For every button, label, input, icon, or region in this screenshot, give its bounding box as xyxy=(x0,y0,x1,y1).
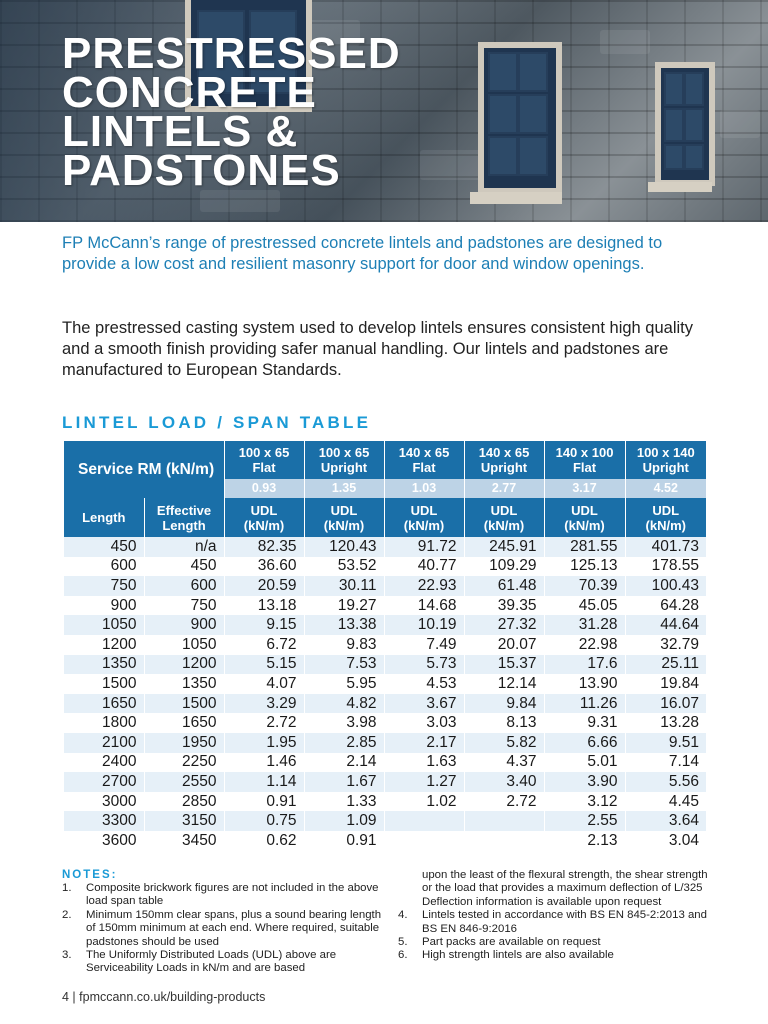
effective-length-cell: 3150 xyxy=(144,811,224,831)
table-row xyxy=(64,596,706,616)
udl-cell: 3.29 xyxy=(224,694,304,714)
size-header: 100 x 65 Flat xyxy=(224,441,304,479)
service-rm-value: 2.77 xyxy=(464,479,544,498)
table-row xyxy=(64,733,706,753)
udl-cell: 4.45 xyxy=(625,792,706,812)
udl-cell: 19.84 xyxy=(625,674,706,694)
body-paragraph: The prestressed casting system used to develop lintels ensures consistent high quality and a smooth finish providing safer manual handling. Our lintels and padstones are manufactured to European Standards. xyxy=(62,319,694,379)
udl-cell: 25.11 xyxy=(625,655,706,675)
effective-length-cell: 2850 xyxy=(144,792,224,812)
udl-cell: 6.66 xyxy=(544,733,625,753)
length-cell: 1200 xyxy=(64,635,144,655)
udl-cell: 9.51 xyxy=(625,733,706,753)
udl-cell: 7.53 xyxy=(304,655,384,675)
page-footer: 4 | fpmccann.co.uk/building-products xyxy=(62,990,266,1004)
effective-length-cell: 1500 xyxy=(144,694,224,714)
udl-cell: 19.27 xyxy=(304,596,384,616)
window-sill xyxy=(470,192,562,204)
udl-cell: 0.91 xyxy=(224,792,304,812)
table-row xyxy=(64,811,706,831)
window-sill xyxy=(648,182,712,192)
size-header: 140 x 65 Upright xyxy=(464,441,544,479)
page-title xyxy=(62,29,401,195)
size-header: 100 x 65 Upright xyxy=(304,441,384,479)
udl-cell: 91.72 xyxy=(384,537,464,557)
notes-left-column xyxy=(62,882,392,976)
note-item: 5. Part packs are available on request xyxy=(398,936,601,949)
udl-cell: 2.14 xyxy=(304,753,384,773)
effective-length-cell: 450 xyxy=(144,557,224,577)
udl-cell: 0.62 xyxy=(224,831,304,851)
length-cell: 2100 xyxy=(64,733,144,753)
udl-cell: 1.63 xyxy=(384,753,464,773)
udl-cell: 120.43 xyxy=(304,537,384,557)
udl-cell: 20.59 xyxy=(224,576,304,596)
window-right xyxy=(655,62,715,186)
length-cell: 450 xyxy=(64,537,144,557)
udl-header: UDL (kN/m) xyxy=(304,498,384,537)
udl-header: UDL (kN/m) xyxy=(544,498,625,537)
udl-cell: 5.15 xyxy=(224,655,304,675)
table-row xyxy=(64,831,706,851)
udl-cell: 53.52 xyxy=(304,557,384,577)
udl-cell: 45.05 xyxy=(544,596,625,616)
length-header: Length xyxy=(64,498,144,537)
udl-cell: 61.48 xyxy=(464,576,544,596)
size-header: 100 x 140 Upright xyxy=(625,441,706,479)
udl-cell: 1.27 xyxy=(384,772,464,792)
effective-length-cell: 900 xyxy=(144,615,224,635)
udl-cell: 1.02 xyxy=(384,792,464,812)
udl-cell: 1.46 xyxy=(224,753,304,773)
hero-banner xyxy=(0,0,768,222)
udl-cell: 1.67 xyxy=(304,772,384,792)
service-rm-value: 1.35 xyxy=(304,479,384,498)
udl-cell: 36.60 xyxy=(224,557,304,577)
length-cell: 1350 xyxy=(64,655,144,675)
effective-length-cell: 1050 xyxy=(144,635,224,655)
length-cell: 900 xyxy=(64,596,144,616)
window-center xyxy=(478,42,562,194)
table-row xyxy=(64,615,706,635)
udl-cell: 6.72 xyxy=(224,635,304,655)
udl-cell: 30.11 xyxy=(304,576,384,596)
table-row xyxy=(64,674,706,694)
intro-paragraph: FP McCann’s range of prestressed concrete lintels and padstones are designed to provide a low cost and resilient masonry support for door and window openings. xyxy=(62,234,663,273)
udl-cell: 27.32 xyxy=(464,615,544,635)
udl-cell: 4.07 xyxy=(224,674,304,694)
udl-cell: 125.13 xyxy=(544,557,625,577)
udl-cell: 2.17 xyxy=(384,733,464,753)
udl-header: UDL (kN/m) xyxy=(384,498,464,537)
udl-cell: 178.55 xyxy=(625,557,706,577)
title-line: PADSTONES xyxy=(62,146,341,195)
length-cell: 1050 xyxy=(64,615,144,635)
length-cell: 3300 xyxy=(64,811,144,831)
udl-cell: 100.43 xyxy=(625,576,706,596)
note-continuation: upon the least of the flexural strength, the shear strength or the load that provides a maximum deflection of L/325 Deflection information is available upon request xyxy=(422,869,708,908)
length-cell: 1650 xyxy=(64,694,144,714)
length-cell: 600 xyxy=(64,557,144,577)
length-cell: 3600 xyxy=(64,831,144,851)
service-rm-value: 1.03 xyxy=(384,479,464,498)
wall-stone xyxy=(600,30,650,54)
udl-cell: 3.12 xyxy=(544,792,625,812)
udl-header: UDL (kN/m) xyxy=(464,498,544,537)
udl-cell: 3.67 xyxy=(384,694,464,714)
service-rm-value: 0.93 xyxy=(224,479,304,498)
udl-cell: 11.26 xyxy=(544,694,625,714)
table-row xyxy=(64,537,706,557)
udl-cell: 4.53 xyxy=(384,674,464,694)
length-cell: 750 xyxy=(64,576,144,596)
udl-cell: 2.13 xyxy=(544,831,625,851)
effective-length-header: Effective Length xyxy=(144,498,224,537)
udl-cell: 2.85 xyxy=(304,733,384,753)
table-row xyxy=(64,655,706,675)
udl-cell: 8.13 xyxy=(464,713,544,733)
udl-cell: 70.39 xyxy=(544,576,625,596)
note-item: 3. The Uniformly Distributed Loads (UDL) above are Serviceability Loads in kN/m and are based xyxy=(62,949,337,975)
effective-length-cell: n/a xyxy=(144,537,224,557)
table-row xyxy=(64,576,706,596)
udl-cell: 245.91 xyxy=(464,537,544,557)
udl-cell: 15.37 xyxy=(464,655,544,675)
udl-cell: 5.95 xyxy=(304,674,384,694)
udl-cell: 82.35 xyxy=(224,537,304,557)
udl-cell: 9.15 xyxy=(224,615,304,635)
table-body xyxy=(64,537,706,851)
udl-cell: 3.03 xyxy=(384,713,464,733)
udl-cell xyxy=(384,831,464,851)
notes-right-column xyxy=(398,869,708,963)
length-cell: 2400 xyxy=(64,753,144,773)
effective-length-cell: 1950 xyxy=(144,733,224,753)
udl-cell: 3.98 xyxy=(304,713,384,733)
udl-cell: 1.95 xyxy=(224,733,304,753)
udl-cell: 14.68 xyxy=(384,596,464,616)
udl-cell: 9.83 xyxy=(304,635,384,655)
udl-cell: 13.90 xyxy=(544,674,625,694)
udl-cell: 31.28 xyxy=(544,615,625,635)
notes-title: NOTES: xyxy=(62,869,118,881)
udl-cell: 1.14 xyxy=(224,772,304,792)
udl-cell: 13.28 xyxy=(625,713,706,733)
effective-length-cell: 1350 xyxy=(144,674,224,694)
udl-cell: 32.79 xyxy=(625,635,706,655)
udl-cell: 4.82 xyxy=(304,694,384,714)
udl-cell: 4.37 xyxy=(464,753,544,773)
udl-cell: 7.14 xyxy=(625,753,706,773)
title-line: PRESTRESSED xyxy=(62,29,401,78)
udl-cell: 22.93 xyxy=(384,576,464,596)
udl-cell: 5.56 xyxy=(625,772,706,792)
length-cell: 3000 xyxy=(64,792,144,812)
effective-length-cell: 750 xyxy=(144,596,224,616)
udl-cell: 22.98 xyxy=(544,635,625,655)
udl-cell: 1.09 xyxy=(304,811,384,831)
table-row xyxy=(64,772,706,792)
udl-cell: 16.07 xyxy=(625,694,706,714)
udl-cell: 12.14 xyxy=(464,674,544,694)
effective-length-cell: 2550 xyxy=(144,772,224,792)
udl-header: UDL (kN/m) xyxy=(625,498,706,537)
effective-length-cell: 600 xyxy=(144,576,224,596)
effective-length-cell: 1200 xyxy=(144,655,224,675)
note-item: 1. Composite brickwork figures are not included in the above load span table xyxy=(62,882,379,908)
lintel-load-span-table xyxy=(64,441,706,851)
effective-length-cell: 3450 xyxy=(144,831,224,851)
table-row xyxy=(64,792,706,812)
udl-cell: 5.01 xyxy=(544,753,625,773)
udl-cell: 13.18 xyxy=(224,596,304,616)
udl-cell: 20.07 xyxy=(464,635,544,655)
udl-cell: 7.49 xyxy=(384,635,464,655)
udl-cell: 5.82 xyxy=(464,733,544,753)
udl-cell: 40.77 xyxy=(384,557,464,577)
udl-cell: 2.72 xyxy=(224,713,304,733)
udl-cell: 281.55 xyxy=(544,537,625,557)
service-rm-header: Service RM (kN/m) xyxy=(64,441,224,498)
length-cell: 2700 xyxy=(64,772,144,792)
note-item: 6. High strength lintels are also available xyxy=(398,949,614,962)
effective-length-cell: 1650 xyxy=(144,713,224,733)
udl-cell xyxy=(464,831,544,851)
size-header: 140 x 100 Flat xyxy=(544,441,625,479)
udl-cell: 401.73 xyxy=(625,537,706,557)
table-heading: LINTEL LOAD / SPAN TABLE xyxy=(62,413,372,432)
udl-cell: 3.90 xyxy=(544,772,625,792)
udl-cell: 3.40 xyxy=(464,772,544,792)
udl-cell: 64.28 xyxy=(625,596,706,616)
effective-length-cell: 2250 xyxy=(144,753,224,773)
size-header: 140 x 65 Flat xyxy=(384,441,464,479)
udl-cell: 1.33 xyxy=(304,792,384,812)
udl-cell: 44.64 xyxy=(625,615,706,635)
service-rm-value: 3.17 xyxy=(544,479,625,498)
udl-cell: 2.55 xyxy=(544,811,625,831)
udl-cell: 9.31 xyxy=(544,713,625,733)
udl-header: UDL (kN/m) xyxy=(224,498,304,537)
udl-cell: 13.38 xyxy=(304,615,384,635)
table-row xyxy=(64,753,706,773)
udl-cell: 109.29 xyxy=(464,557,544,577)
udl-cell: 0.75 xyxy=(224,811,304,831)
udl-cell: 3.04 xyxy=(625,831,706,851)
udl-cell: 5.73 xyxy=(384,655,464,675)
service-rm-value: 4.52 xyxy=(625,479,706,498)
udl-cell xyxy=(464,811,544,831)
udl-cell: 39.35 xyxy=(464,596,544,616)
table-row xyxy=(64,557,706,577)
udl-cell: 0.91 xyxy=(304,831,384,851)
table-row xyxy=(64,635,706,655)
wall-stone xyxy=(720,110,760,138)
note-item: 4. Lintels tested in accordance with BS EN 845-2:2013 and BS EN 846-9:2016 xyxy=(398,909,707,935)
title-line: LINTELS & xyxy=(62,107,299,156)
length-cell: 1500 xyxy=(64,674,144,694)
table-row xyxy=(64,713,706,733)
udl-cell: 3.64 xyxy=(625,811,706,831)
udl-cell: 9.84 xyxy=(464,694,544,714)
udl-cell: 10.19 xyxy=(384,615,464,635)
udl-cell: 17.6 xyxy=(544,655,625,675)
table-row xyxy=(64,694,706,714)
note-item: 2. Minimum 150mm clear spans, plus a sound bearing length of 150mm minimum at each end. Where required, suitable padstones should be used xyxy=(62,908,382,948)
udl-cell xyxy=(384,811,464,831)
length-cell: 1800 xyxy=(64,713,144,733)
udl-cell: 2.72 xyxy=(464,792,544,812)
title-line: CONCRETE xyxy=(62,68,317,117)
